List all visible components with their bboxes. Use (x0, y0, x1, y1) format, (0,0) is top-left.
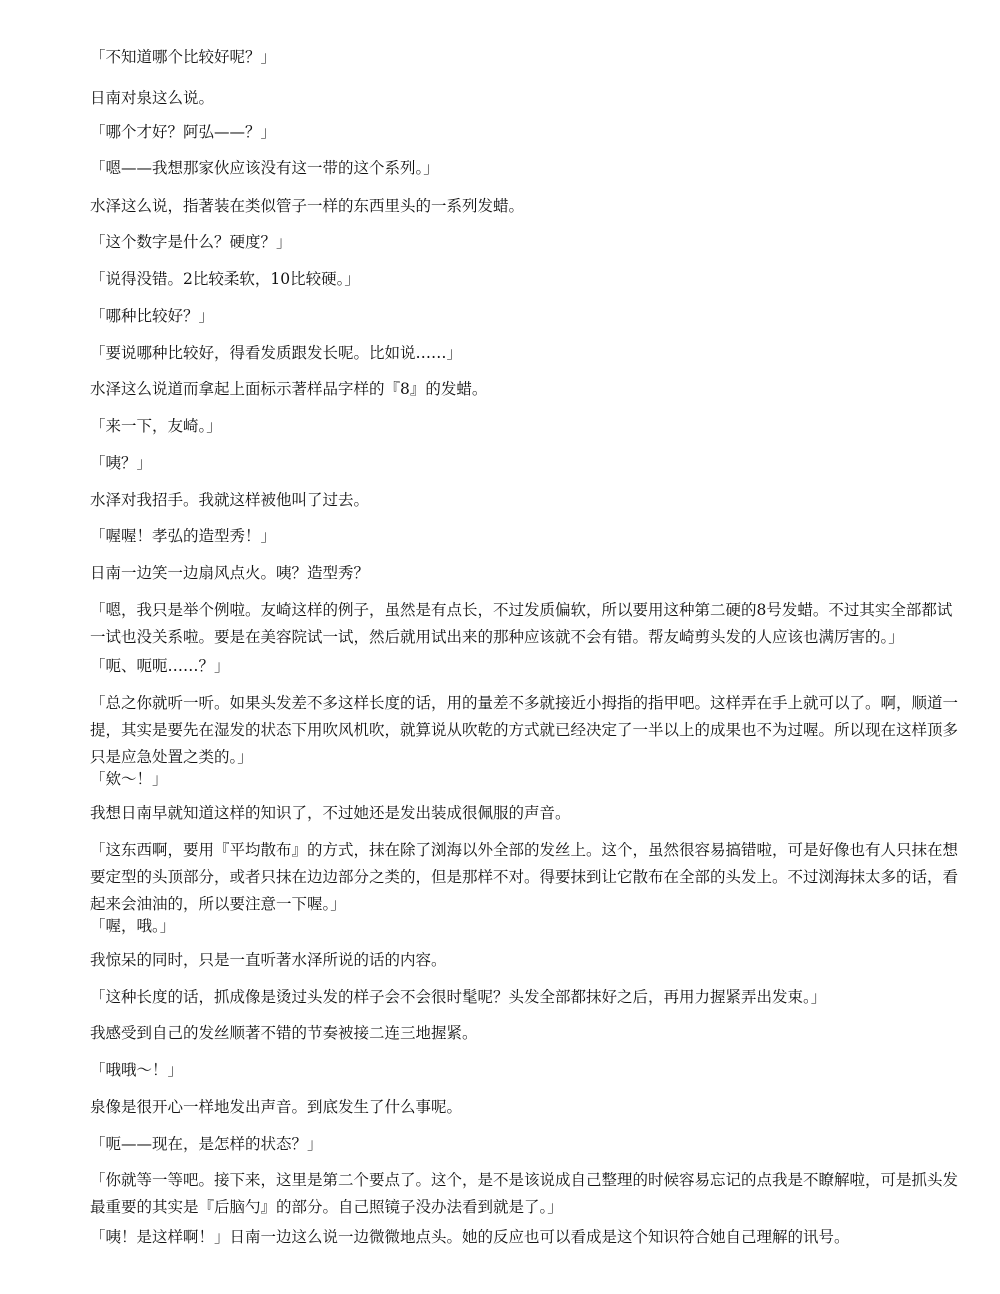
paragraph: 「哪个才好？阿弘——？」 (90, 123, 277, 141)
paragraph: 「欸～！」 (90, 770, 168, 788)
paragraph: 泉像是很开心一样地发出声音。到底发生了什么事呢。 (90, 1098, 463, 1116)
paragraph: 日南一边笑一边扇风点火。咦？造型秀？ (90, 564, 370, 582)
paragraph: 「说得没错。2比较柔软，10比较硬。」 (90, 270, 360, 288)
paragraph: 「这东西啊，要用『平均散布』的方式，抹在除了浏海以外全部的发丝上。这个，虽然很容易搞错啦，可是好像也有人只抹在想要定型的头顶部分，或者只抹在边边部分之类的，但是那样不对。得要抹到让它散布在全部的头发上。不过浏海抹太多的话，看起来会油油的，所以要注意一下喔。」 (90, 841, 959, 913)
paragraph: 水泽对我招手。我就这样被他叫了过去。 (90, 491, 370, 509)
paragraph: 「哪种比较好？」 (90, 307, 215, 325)
paragraph: 水泽这么说道而拿起上面标示著样品字样的『8』的发蜡。 (90, 380, 488, 398)
paragraph: 我惊呆的同时，只是一直听著水泽所说的话的内容。 (90, 951, 447, 969)
paragraph: 日南对泉这么说。 (90, 89, 215, 107)
paragraph: 「呃——现在，是怎样的状态？」 (90, 1135, 323, 1153)
paragraph: 「这种长度的话，抓成像是烫过头发的样子会不会很时髦呢？头发全部都抹好之后，再用力握紧弄出发束。」 (90, 988, 827, 1006)
paragraph: 「咦！是这样啊！」日南一边这么说一边微微地点头。她的反应也可以看成是这个知识符合她自己理解的讯号。 (90, 1228, 850, 1246)
paragraph: 我感受到自己的发丝顺著不错的节奏被接二连三地握紧。 (90, 1024, 478, 1042)
paragraph: 「哦哦～！」 (90, 1061, 184, 1079)
paragraph: 「来一下，友崎。」 (90, 417, 222, 435)
paragraph: 「总之你就听一听。如果头发差不多这样长度的话，用的量差不多就接近小拇指的指甲吧。这样弄在手上就可以了。啊，顺道一提，其实是要先在湿发的状态下用吹风机吹，就算说从吹乾的方式就已经决定了一半以上的成果也不为过喔。所以现在这样顶多只是应急处置之类的。」 (90, 694, 959, 766)
paragraph: 「咦？」 (90, 454, 153, 472)
paragraph: 「你就等一等吧。接下来，这里是第二个要点了。这个，是不是该说成自己整理的时候容易忘记的点我是不瞭解啦，可是抓头发最重要的其实是『后脑勺』的部分。自己照镜子没办法看到就是了。」 (90, 1171, 959, 1216)
paragraph: 「不知道哪个比较好呢？」 (90, 48, 277, 66)
paragraph: 「喔，哦。」 (90, 917, 176, 935)
paragraph: 我想日南早就知道这样的知识了，不过她还是发出装成很佩服的声音。 (90, 804, 571, 822)
paragraph: 「呃、呃呃……？」 (90, 657, 230, 675)
paragraph: 「要说哪种比较好，得看发质跟发长呢。比如说……」 (90, 344, 463, 362)
paragraph: 「这个数字是什么？硬度？」 (90, 233, 292, 251)
paragraph: 「嗯，我只是举个例啦。友崎这样的例子，虽然是有点长，不过发质偏软，所以要用这种第二硬的8号发蜡。不过其实全部都试一试也没关系啦。要是在美容院试一试，然后就用试出来的那种应该就不会有错。帮友崎剪头发的人应该也满厉害的。」 (90, 601, 953, 646)
paragraph: 「嗯——我想那家伙应该没有这一带的这个系列。」 (90, 159, 439, 177)
paragraph: 水泽这么说，指著装在类似管子一样的东西里头的一系列发蜡。 (90, 197, 525, 215)
paragraph: 「喔喔！孝弘的造型秀！」 (90, 527, 277, 545)
